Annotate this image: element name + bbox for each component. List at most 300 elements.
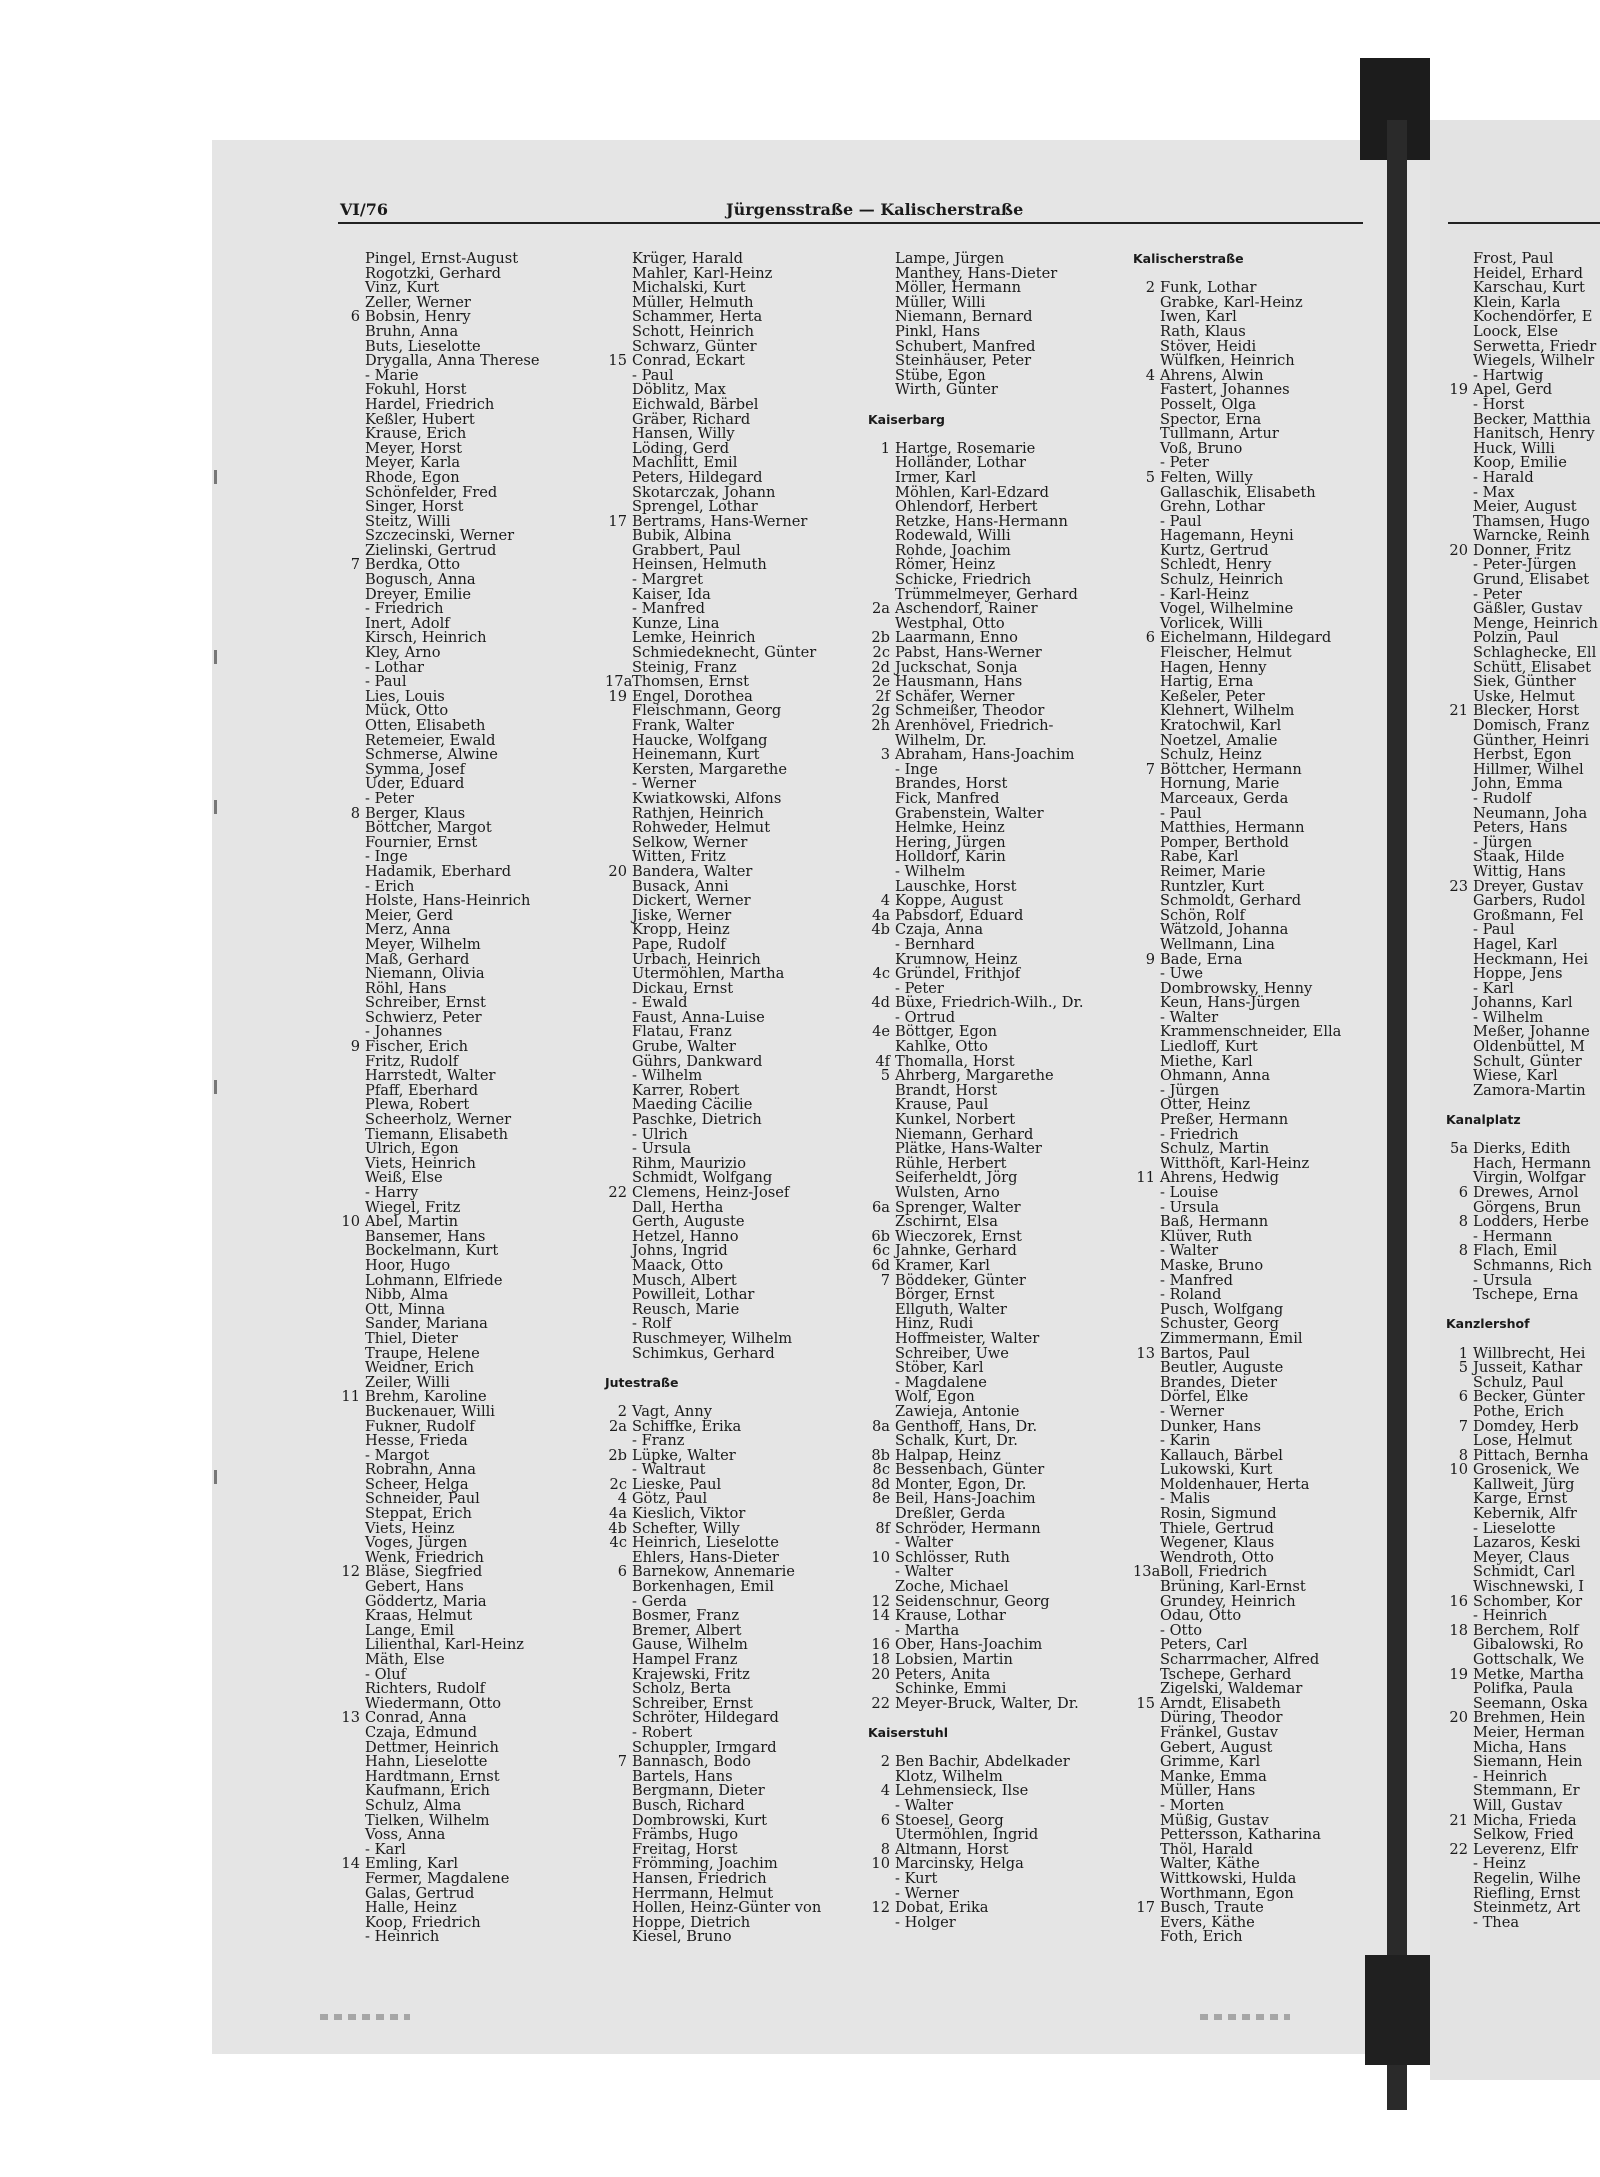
house-number: 16 (1449, 1592, 1468, 1610)
resident-name: - Ulrich (632, 1125, 688, 1143)
resident-name: Marceaux, Gerda (1160, 789, 1289, 807)
resident-name: Tielken, Wilhelm (365, 1811, 490, 1829)
resident-name: Lemke, Heinrich (632, 629, 756, 647)
resident-name: Rogotzki, Gerhard (365, 264, 501, 282)
resident-name: Schmoldt, Gerhard (1160, 892, 1302, 910)
resident-name: Skotarczak, Johann (632, 483, 776, 501)
house-number: 2b (871, 629, 890, 647)
resident-name: Beutler, Auguste (1160, 1359, 1284, 1377)
house-number: 4 (880, 892, 890, 910)
house-number: 4 (617, 1490, 627, 1508)
house-number: 4 (1145, 366, 1155, 384)
resident-name: Engel, Dorothea (632, 687, 753, 705)
street-heading: Kanzlershof (1446, 1316, 1530, 1332)
resident-name: Otten, Elisabeth (365, 717, 486, 734)
house-number: 8 (1458, 1213, 1468, 1231)
resident-name: Fischer, Erich (365, 1038, 469, 1056)
resident-name: Wiedermann, Otto (365, 1694, 502, 1712)
resident-name: Wittig, Hans (1473, 862, 1566, 880)
resident-name: Garbers, Rudol (1473, 892, 1586, 910)
resident-name: Böttger, Egon (895, 1023, 998, 1041)
house-number: 13 (341, 1709, 360, 1727)
house-number: 10 (871, 1548, 890, 1566)
resident-name: Busch, Richard (632, 1796, 745, 1814)
resident-name: Pittach, Bernha (1473, 1446, 1589, 1464)
resident-name: Gründel, Frithjof (895, 965, 1021, 983)
resident-name: Seiferheldt, Jörg (895, 1169, 1018, 1187)
resident-name: Müßig, Gustav (1160, 1811, 1269, 1829)
resident-name: - Lothar (365, 658, 424, 676)
resident-name: Kaiser, Ida (632, 585, 711, 603)
resident-name: Schicke, Friedrich (895, 571, 1032, 589)
resident-name: Scheerholz, Werner (365, 1111, 512, 1129)
resident-name: Bertrams, Hans-Werner (632, 512, 808, 530)
resident-name: Steinmetz, Art (1473, 1899, 1581, 1917)
resident-name: Thiele, Gertrud (1160, 1519, 1274, 1537)
house-number: 5a (1450, 1140, 1468, 1158)
resident-name: Niemann, Olivia (365, 965, 485, 983)
resident-name: Galas, Gertrud (365, 1884, 475, 1902)
resident-name: Ruschmeyer, Wilhelm (632, 1329, 793, 1347)
resident-name: Johanns, Karl (1473, 994, 1573, 1012)
resident-name: Huck, Willi (1473, 439, 1555, 457)
resident-name: Rosin, Sigmund (1160, 1505, 1277, 1523)
resident-name: Römer, Heinz (895, 556, 996, 574)
resident-name: Spector, Erna (1160, 410, 1262, 428)
resident-name: Hampel Franz (632, 1651, 738, 1668)
house-number: 4a (609, 1505, 627, 1523)
house-number: 6 (1458, 1388, 1468, 1406)
resident-name: Niemann, Bernard (895, 308, 1033, 326)
house-number: 4c (609, 1534, 627, 1552)
resident-name: - Ortrud (895, 1008, 956, 1026)
house-number: 7 (1458, 1417, 1468, 1435)
spacer (868, 1711, 948, 1726)
resident-name: Flatau, Franz (632, 1023, 732, 1041)
resident-name: Dunker, Hans (1160, 1417, 1261, 1435)
resident-name: - Heinrich (1473, 1607, 1548, 1625)
house-number: 13 (1136, 1344, 1155, 1362)
resident-name: Leverenz, Elfr (1473, 1840, 1578, 1858)
house-number: 19 (608, 687, 627, 705)
resident-name: Schulz, Alma (365, 1796, 462, 1814)
resident-name: Weidner, Erich (365, 1359, 475, 1377)
resident-name: Rihm, Maurizio (632, 1154, 746, 1172)
resident-name: Evers, Käthe (1160, 1913, 1255, 1931)
resident-name: Lose, Helmut (1473, 1432, 1573, 1450)
resident-name: Odau, Otto (1160, 1607, 1242, 1625)
house-number: 2c (872, 644, 890, 662)
resident-name: Aschendorf, Rainer (895, 600, 1038, 618)
resident-name: Robrahn, Anna (365, 1461, 476, 1479)
resident-name: Thiel, Dieter (365, 1329, 458, 1347)
resident-name: Musch, Albert (632, 1271, 737, 1289)
resident-name: Polifka, Paula (1473, 1680, 1574, 1698)
resident-name: - Rudolf (1473, 789, 1532, 807)
resident-name: Pusch, Wolfgang (1160, 1300, 1284, 1318)
resident-name: Flach, Emil (1473, 1242, 1558, 1260)
resident-entry (1446, 1913, 1530, 1931)
house-number: 4f (875, 1052, 890, 1070)
house-number: 6d (871, 1256, 890, 1274)
resident-name: Wischnewski, I (1473, 1578, 1585, 1596)
resident-name: Mahler, Karl-Heinz (632, 264, 773, 282)
resident-name: Inert, Adolf (365, 614, 450, 632)
resident-name: Meyer, Karla (365, 454, 461, 472)
resident-name: Dickau, Ernst (632, 979, 734, 997)
resident-name: Irmer, Karl (895, 468, 977, 486)
resident-name: Vogel, Wilhelmine (1160, 600, 1294, 618)
resident-name: Möhlen, Karl-Edzard (895, 483, 1049, 501)
house-number: 6c (872, 1242, 890, 1260)
resident-name: Kieslich, Viktor (632, 1505, 746, 1523)
house-number: 10 (341, 1213, 360, 1231)
house-number: 17a (605, 673, 633, 691)
resident-name: Gibalowski, Ro (1473, 1636, 1584, 1654)
house-number: 15 (1136, 1694, 1155, 1712)
resident-name: Fermer, Magdalene (365, 1869, 510, 1887)
resident-name: - Erich (365, 877, 415, 895)
resident-name: Schreiber, Uwe (895, 1344, 1009, 1362)
resident-name: Scheer, Helga (365, 1475, 469, 1493)
directory-column-3 (868, 250, 1084, 1931)
resident-name: - Karl (365, 1840, 406, 1858)
house-number: 3 (880, 746, 890, 764)
resident-name: Gräber, Richard (632, 410, 751, 428)
resident-name: Steinig, Franz (632, 658, 737, 676)
resident-name: Hering, Jürgen (895, 833, 1006, 851)
resident-name: Kurtz, Gertrud (1160, 541, 1269, 559)
resident-name: - Martha (895, 1621, 960, 1639)
house-number: 11 (1136, 1169, 1155, 1187)
resident-entry (605, 1344, 775, 1362)
resident-name: - Walter (1160, 1242, 1219, 1260)
resident-name: Merz, Anna (365, 921, 451, 939)
resident-name: Wiegel, Fritz (365, 1198, 461, 1216)
resident-name: Preßer, Hermann (1160, 1111, 1289, 1129)
resident-name: Heckmann, Hei (1473, 950, 1589, 968)
resident-name: Arndt, Elisabeth (1160, 1694, 1281, 1712)
resident-name: Zeller, Werner (365, 293, 471, 311)
resident-name: Karrer, Robert (632, 1081, 740, 1099)
resident-name: Mäth, Else (365, 1651, 445, 1668)
resident-name: Schmidt, Wolfgang (632, 1169, 773, 1187)
resident-name: Berdka, Otto (365, 556, 460, 574)
resident-name: Viets, Heinrich (365, 1154, 476, 1172)
resident-name: Iwen, Karl (1160, 308, 1237, 326)
resident-name: Bansemer, Hans (365, 1227, 486, 1245)
resident-name: - Werner (632, 775, 697, 793)
resident-name: Grabke, Karl-Heinz (1160, 293, 1303, 311)
house-number: 7 (617, 1753, 627, 1771)
house-number: 1 (880, 439, 890, 457)
resident-name: - Otto (1160, 1621, 1203, 1639)
resident-name: Bartos, Paul (1160, 1344, 1250, 1362)
resident-name: Pape, Rudolf (632, 935, 726, 953)
resident-name: Wellmann, Lina (1160, 935, 1275, 953)
resident-name: Traupe, Helene (365, 1344, 480, 1362)
resident-name: Altmann, Horst (895, 1840, 1009, 1858)
resident-name: Seemann, Oska (1473, 1694, 1588, 1712)
resident-name: Voss, Anna (365, 1826, 446, 1844)
resident-entry (1446, 1081, 1586, 1099)
resident-name: Röhl, Hans (365, 979, 447, 997)
house-number: 2e (872, 673, 890, 691)
resident-name: - Johannes (365, 1023, 443, 1041)
resident-name: Peters, Hans (1473, 819, 1568, 837)
resident-name: Serwetta, Friedr (1473, 337, 1597, 355)
resident-name: Thomalla, Horst (895, 1052, 1015, 1070)
resident-name: Karge, Ernst (1473, 1490, 1568, 1508)
header-rule-right (1448, 222, 1600, 224)
house-number: 2g (871, 702, 890, 720)
resident-name: Börger, Ernst (895, 1286, 995, 1304)
resident-name: Siemann, Hein (1473, 1753, 1583, 1771)
resident-name: Krause, Lothar (895, 1607, 1006, 1625)
house-number: 6 (1145, 629, 1155, 647)
resident-name: - Bernhard (895, 935, 975, 953)
house-number: 9 (350, 1038, 360, 1056)
resident-name: Düring, Theodor (1160, 1709, 1283, 1727)
house-number: 4 (880, 1782, 890, 1800)
resident-name: Keßeler, Peter (1160, 687, 1265, 705)
resident-name: Bessenbach, Günter (895, 1461, 1045, 1479)
house-number: 5 (1458, 1359, 1468, 1377)
resident-name: Heinemann, Kurt (632, 746, 760, 764)
resident-name: Döblitz, Max (632, 381, 726, 399)
resident-name: Stöber, Karl (895, 1359, 984, 1377)
house-number: 7 (880, 1271, 890, 1289)
resident-name: Ahrberg, Margarethe (895, 1067, 1054, 1085)
spacer (868, 398, 948, 413)
resident-name: Günther, Heinri (1473, 731, 1590, 749)
resident-name: - Paul (1160, 804, 1202, 822)
resident-name: Bade, Erna (1160, 950, 1243, 968)
resident-name: Tschepe, Erna (1473, 1286, 1579, 1304)
resident-name: Symma, Josef (365, 760, 466, 778)
resident-name: Keun, Hans-Jürgen (1160, 994, 1301, 1012)
house-number: 13a (1133, 1563, 1161, 1581)
resident-name: Dombrowsky, Henny (1160, 979, 1313, 997)
resident-name: Ohlendorf, Herbert (895, 498, 1038, 516)
resident-name: Buckenauer, Willi (365, 1402, 495, 1420)
book-spine-gutter (1387, 120, 1407, 2110)
resident-name: Brandes, Horst (895, 775, 1008, 793)
house-number: 19 (1449, 1665, 1468, 1683)
resident-name: Will, Gustav (1473, 1796, 1563, 1814)
resident-name: Noetzel, Amalie (1160, 731, 1278, 749)
resident-name: Sander, Mariana (365, 1315, 488, 1333)
resident-name: Krumnow, Heinz (895, 950, 1018, 968)
resident-name: Klotz, Wilhelm (895, 1767, 1003, 1785)
resident-name: - Jürgen (1160, 1081, 1220, 1099)
resident-name: Zawieja, Antonie (895, 1402, 1020, 1420)
resident-name: Schubert, Manfred (895, 337, 1036, 355)
resident-name: Donner, Fritz (1473, 541, 1571, 559)
resident-name: Worthmann, Egon (1160, 1884, 1294, 1902)
resident-name: Kallweit, Jürg (1473, 1475, 1575, 1493)
resident-name: Eichwald, Bärbel (632, 395, 759, 413)
resident-name: Viets, Heinz (365, 1519, 455, 1537)
resident-name: Bubik, Albina (632, 527, 732, 545)
resident-name: Schlaghecke, Ell (1473, 644, 1597, 662)
resident-name: Götz, Paul (632, 1490, 708, 1508)
resident-name: Großmann, Fel (1473, 906, 1584, 924)
resident-name: Halle, Heinz (365, 1899, 457, 1917)
house-number: 2f (875, 687, 890, 705)
resident-name: Schiffke, Erika (632, 1417, 742, 1435)
resident-name: - Rolf (632, 1315, 672, 1333)
resident-name: - Ursula (1160, 1198, 1220, 1216)
resident-name: - Margot (365, 1446, 430, 1464)
resident-name: Grehn, Lothar (1160, 498, 1265, 516)
resident-name: Stübe, Egon (895, 366, 986, 384)
resident-name: Wiegels, Wilhelr (1473, 352, 1595, 370)
resident-name: Schwierz, Peter (365, 1008, 482, 1026)
resident-name: - Louise (1160, 1184, 1219, 1201)
resident-name: Eichelmann, Hildegard (1160, 629, 1332, 647)
resident-name: Schütt, Elisabet (1473, 658, 1591, 676)
resident-name: Fleischer, Helmut (1160, 644, 1292, 662)
resident-name: Steitz, Willi (365, 512, 451, 530)
resident-name: Faust, Anna-Luise (632, 1008, 765, 1026)
resident-name: Koppe, August (895, 892, 1003, 910)
resident-name: Hadamik, Eberhard (365, 862, 512, 880)
resident-name: Ahrens, Hedwig (1160, 1169, 1279, 1187)
house-number: 6 (1458, 1184, 1468, 1201)
resident-name: Schäfer, Werner (895, 687, 1015, 705)
resident-name: Steppat, Erich (365, 1505, 472, 1523)
resident-name: Dettmer, Heinrich (365, 1738, 499, 1756)
resident-name: Micha, Frieda (1473, 1811, 1577, 1829)
resident-name: Neumann, Joha (1473, 804, 1588, 822)
house-number: 22 (871, 1694, 890, 1712)
resident-name: - Jürgen (1473, 833, 1533, 851)
resident-entry (605, 1928, 732, 1946)
resident-name: Hoor, Hugo (365, 1256, 451, 1274)
resident-name: - Ursula (632, 1140, 692, 1158)
resident-name: - Wilhelm (1473, 1008, 1544, 1026)
house-number: 2c (609, 1475, 627, 1493)
resident-name: Wiese, Karl (1473, 1067, 1558, 1085)
resident-name: - Morten (1160, 1796, 1225, 1814)
resident-name: Meyer-Bruck, Walter, Dr. (895, 1694, 1079, 1712)
resident-name: Richters, Rudolf (365, 1680, 486, 1698)
resident-name: Stöver, Heidi (1160, 337, 1257, 355)
resident-name: Lampe, Jürgen (895, 250, 1005, 267)
resident-name: Brandes, Dieter (1160, 1373, 1278, 1391)
house-number: 4b (871, 921, 890, 939)
house-number: 10 (871, 1855, 890, 1873)
resident-name: Nibb, Alma (365, 1286, 449, 1304)
resident-name: Meier, August (1473, 498, 1577, 516)
resident-name: Polzin, Paul (1473, 629, 1559, 647)
resident-name: - Ewald (632, 994, 688, 1012)
resident-name: Grund, Elisabet (1473, 571, 1590, 589)
house-number: 12 (341, 1563, 360, 1581)
resident-name: Boll, Friedrich (1160, 1563, 1268, 1581)
resident-entry (868, 381, 998, 399)
house-number: 8 (880, 1840, 890, 1858)
resident-name: Willbrecht, Hei (1473, 1344, 1586, 1362)
house-number: 9 (1145, 950, 1155, 968)
house-number: 5 (1145, 468, 1155, 486)
resident-name: Lobsien, Martin (895, 1651, 1013, 1668)
house-number: 8 (1458, 1242, 1468, 1260)
resident-name: Hoppe, Jens (1473, 965, 1563, 983)
resident-name: Metke, Martha (1473, 1665, 1584, 1683)
resident-name: Hoppe, Dietrich (632, 1913, 751, 1931)
resident-name: Lange, Emil (365, 1621, 454, 1639)
house-number: 8c (872, 1461, 890, 1479)
resident-name: Schmerse, Alwine (365, 746, 498, 764)
resident-name: Böttcher, Margot (365, 819, 492, 837)
resident-name: Fournier, Ernst (365, 833, 478, 851)
resident-name: Grosenick, We (1473, 1461, 1580, 1479)
resident-name: Schult, Günter (1473, 1052, 1582, 1070)
resident-name: Wilhelm, Dr. (895, 731, 987, 749)
resident-name: Scholz, Berta (632, 1680, 731, 1698)
resident-name: Pinkl, Hans (895, 322, 980, 340)
resident-name: Blecker, Horst (1473, 702, 1580, 720)
resident-name: Brandt, Horst (895, 1081, 998, 1099)
resident-name: Ellguth, Walter (895, 1300, 1007, 1318)
resident-name: Schmiedeknecht, Günter (632, 644, 817, 662)
resident-name: Virgin, Wolfgar (1473, 1169, 1586, 1187)
resident-name: - Manfred (632, 600, 705, 618)
resident-name: Heidel, Erhard (1473, 264, 1584, 282)
resident-entry (868, 1694, 1079, 1712)
resident-name: Gührs, Dankward (632, 1052, 763, 1070)
resident-name: Dierks, Edith (1473, 1140, 1571, 1158)
resident-name: Lohmann, Elfriede (365, 1271, 503, 1289)
house-number: 1 (1458, 1344, 1468, 1362)
resident-name: Müller, Helmuth (632, 293, 754, 311)
resident-name: Frömming, Joachim (632, 1855, 778, 1873)
resident-name: Berger, Klaus (365, 804, 466, 822)
resident-name: Kunze, Lina (632, 614, 720, 632)
resident-name: Gäßler, Gustav (1473, 600, 1583, 618)
resident-name: Gebert, August (1160, 1738, 1273, 1756)
resident-name: Wätzold, Johanna (1160, 921, 1289, 939)
resident-name: Manke, Emma (1160, 1767, 1267, 1785)
resident-name: - Walter (895, 1563, 954, 1581)
resident-name: Lauschke, Horst (895, 877, 1017, 895)
resident-name: Schröter, Hildegard (632, 1709, 779, 1727)
resident-name: Dreyer, Emilie (365, 585, 471, 603)
resident-name: Maske, Bruno (1160, 1256, 1264, 1274)
resident-name: Krause, Paul (895, 1096, 989, 1114)
resident-name: - Malis (1160, 1490, 1211, 1508)
resident-name: Schwarz, Günter (632, 337, 757, 355)
resident-name: Stoesel, Georg (895, 1811, 1004, 1829)
resident-name: Dörfel, Elke (1160, 1388, 1249, 1406)
resident-name: Frost, Paul (1473, 250, 1554, 267)
resident-name: Genthoff, Hans, Dr. (895, 1417, 1038, 1435)
resident-name: Keßler, Hubert (365, 410, 475, 428)
resident-name: Ehlers, Hans-Dieter (632, 1548, 779, 1566)
resident-name: Schönfelder, Fred (365, 483, 498, 501)
resident-name: Dombrowski, Kurt (632, 1811, 768, 1829)
resident-name: Monter, Egon, Dr. (895, 1475, 1027, 1493)
resident-name: Hartge, Rosemarie (895, 439, 1036, 457)
house-number: 8 (350, 804, 360, 822)
resident-name: Niemann, Gerhard (895, 1125, 1034, 1143)
resident-name: Rodewald, Willi (895, 527, 1011, 545)
resident-name: Löding, Gerd (632, 439, 730, 457)
resident-name: Maß, Gerhard (365, 950, 470, 968)
resident-name: - Friedrich (1160, 1125, 1239, 1143)
